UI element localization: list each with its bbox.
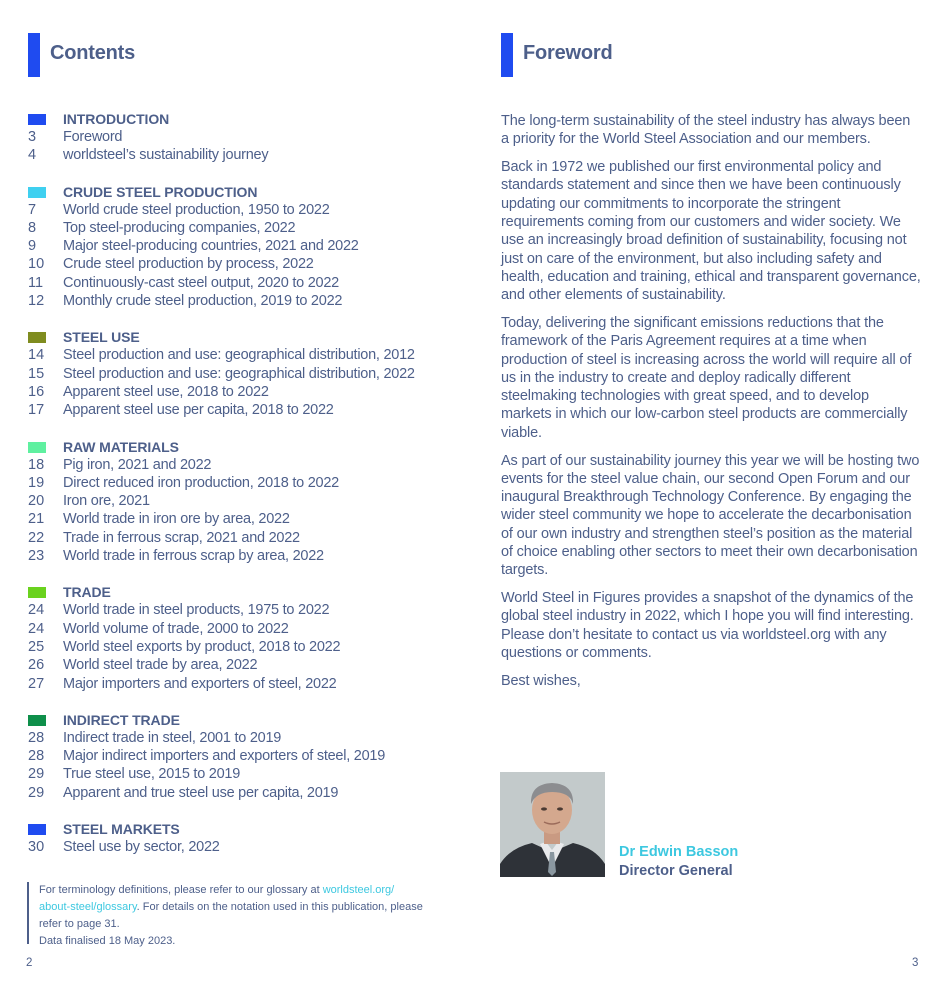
- page-number-left: 2: [26, 957, 33, 969]
- toc-entry-title: Major importers and exporters of steel, 2022: [63, 675, 337, 692]
- toc-entry[interactable]: [28, 147, 458, 165]
- toc-section-title: INTRODUCTION: [63, 111, 170, 127]
- toc-page-number: 4: [28, 147, 37, 164]
- toc-page-number: 17: [28, 402, 45, 419]
- toc-section-header: [28, 711, 458, 730]
- toc-page-number: 30: [28, 839, 45, 856]
- toc-entry-title: worldsteel’s sustainability journey: [63, 147, 269, 164]
- toc-section-title: CRUDE STEEL PRODUCTION: [63, 183, 258, 200]
- foreword-body: [501, 112, 921, 700]
- toc-entry-title: World trade in steel products, 1975 to 2022: [63, 602, 330, 619]
- toc-page-number: 3: [28, 129, 37, 145]
- table-of-contents: [28, 110, 458, 874]
- data-finalised-note: Data finalised 18 May 2023.: [39, 935, 176, 947]
- toc-page-number: 15: [28, 365, 45, 382]
- toc-entry-title: Iron ore, 2021: [63, 493, 150, 510]
- toc-entry-title: Apparent and true steel use per capita, 2019: [63, 784, 339, 801]
- toc-entry-title: World trade in ferrous scrap by area, 2022: [63, 548, 324, 565]
- foreword-paragraph: Today, delivering the significant emissions reductions that the framework of the Paris Agreement requires at a time when production of steel is increasing across the world will require all of us in the industry to create and deploy radically different steelmaking technologies with great speed, and to develop markets in which our low-carbon steel products are commercially viable.: [501, 314, 912, 441]
- section-color-swatch: [28, 332, 46, 343]
- toc-section: [28, 183, 458, 312]
- toc-entry-title: Pig iron, 2021 and 2022: [63, 456, 212, 473]
- toc-section-title: STEEL USE: [63, 329, 140, 346]
- toc-entry[interactable]: [28, 457, 458, 475]
- toc-page-number: 22: [28, 529, 45, 546]
- toc-section: [28, 820, 458, 857]
- toc-entry[interactable]: [28, 839, 458, 857]
- toc-entry-title: World trade in iron ore by area, 2022: [63, 511, 290, 528]
- heading-accent-bar: [501, 33, 513, 77]
- toc-section: [28, 110, 458, 166]
- toc-entry[interactable]: [28, 366, 458, 384]
- heading-accent-bar: [28, 33, 40, 77]
- toc-page-number: 21: [28, 511, 45, 528]
- glossary-link[interactable]: worldsteel.org/ about-steel/glossary: [39, 884, 395, 913]
- toc-entry-title: Foreword: [63, 129, 123, 145]
- foreword-paragraph: Back in 1972 we published our first environmental policy and standards statement and since then we have been continuously updating our commitments to incorporate the stringent requirements coming from our customers and wider society. We use an increasingly broad definition of sustainability, focusing not just on care of the environment, but also including safety and health, education and training, ethical and transparent governance, and other elements of sustainability.: [501, 159, 921, 304]
- toc-entry[interactable]: [28, 530, 458, 548]
- note-text: For terminology definitions, please refer to our glossary at: [39, 884, 323, 896]
- toc-entry[interactable]: [28, 748, 458, 766]
- section-color-swatch: [28, 824, 46, 835]
- toc-entry-title: World crude steel production, 1950 to 2022: [63, 201, 330, 218]
- toc-entry[interactable]: [28, 785, 458, 803]
- toc-page-number: 9: [28, 238, 37, 255]
- toc-entry-title: Major indirect importers and exporters of steel, 2019: [63, 748, 386, 765]
- toc-entry[interactable]: [28, 621, 458, 639]
- toc-entry[interactable]: [28, 275, 458, 293]
- toc-page-number: 16: [28, 383, 45, 400]
- toc-entry-title: Top steel-producing companies, 2022: [63, 219, 296, 236]
- toc-page-number: 27: [28, 675, 45, 692]
- toc-section-title: RAW MATERIALS: [63, 438, 179, 455]
- toc-page-number: 24: [28, 620, 45, 637]
- toc-entry-title: Apparent steel use, 2018 to 2022: [63, 383, 269, 400]
- toc-entry[interactable]: [28, 475, 458, 493]
- toc-page-number: 29: [28, 766, 45, 783]
- toc-entry[interactable]: [28, 384, 458, 402]
- toc-entry-title: World volume of trade, 2000 to 2022: [63, 620, 289, 637]
- toc-entry-title: Trade in ferrous scrap, 2021 and 2022: [63, 529, 300, 546]
- toc-entry-title: Indirect trade in steel, 2001 to 2019: [63, 729, 282, 746]
- toc-entry-title: Steel production and use: geographical distribution, 2022: [63, 365, 415, 382]
- toc-entry[interactable]: [28, 256, 458, 274]
- foreword-paragraph: As part of our sustainability journey this year we will be hosting two events for the steel value chain, our second Open Forum and our inaugural Breakthrough Technology Conference. By engaging the wider steel community we hope to accelerate the decarbonisation of our own industry and strengthen steel’s position as the material of choice enabling other sectors to meet their own decarbonisation targets.: [501, 452, 920, 579]
- toc-page-number: 18: [28, 456, 45, 473]
- toc-page-number: 12: [28, 293, 45, 310]
- section-color-swatch: [28, 114, 46, 125]
- toc-entry[interactable]: [28, 238, 458, 256]
- toc-entry-title: World steel trade by area, 2022: [63, 657, 258, 674]
- toc-page-number: 28: [28, 748, 45, 765]
- glossary-note: [27, 882, 447, 947]
- toc-section: [28, 583, 458, 693]
- toc-section-header: [28, 328, 458, 347]
- toc-entry[interactable]: [28, 347, 458, 365]
- toc-entry-title: Steel production and use: geographical distribution, 2012: [63, 347, 415, 364]
- signer-role: Director General: [619, 863, 733, 879]
- toc-entry-title: World steel exports by product, 2018 to 2022: [63, 638, 341, 655]
- portrait-photo-icon: [500, 772, 605, 877]
- toc-entry-title: Continuously-cast steel output, 2020 to 2022: [63, 274, 339, 291]
- contents-title: Contents: [50, 42, 136, 64]
- toc-section: [28, 711, 458, 803]
- toc-entry[interactable]: [28, 293, 458, 311]
- toc-entry[interactable]: [28, 766, 458, 784]
- toc-entry[interactable]: [28, 220, 458, 238]
- toc-entry[interactable]: [28, 493, 458, 511]
- toc-page-number: 8: [28, 219, 37, 236]
- toc-entry-title: Steel use by sector, 2022: [63, 839, 220, 856]
- section-color-swatch: [28, 587, 46, 598]
- toc-page-number: 24: [28, 602, 45, 619]
- toc-entry-title: Monthly crude steel production, 2019 to 2022: [63, 293, 343, 310]
- toc-entry[interactable]: [28, 548, 458, 566]
- toc-section-title: TRADE: [63, 584, 111, 601]
- toc-section-header: [28, 110, 458, 129]
- toc-page-number: 11: [28, 274, 44, 291]
- toc-page-number: 7: [28, 201, 37, 218]
- toc-entry-title: Major steel-producing countries, 2021 and 2022: [63, 238, 359, 255]
- note-text-2: . For details on the notation used in this publication, please refer to page 31.: [39, 901, 423, 930]
- toc-section-header: [28, 183, 458, 202]
- toc-page-number: 29: [28, 784, 45, 801]
- toc-page-number: 28: [28, 729, 45, 746]
- toc-section: [28, 328, 458, 420]
- toc-entry[interactable]: [28, 402, 458, 420]
- signer-name: Dr Edwin Basson: [619, 844, 739, 860]
- toc-section-header: [28, 820, 458, 839]
- toc-page-number: 20: [28, 493, 45, 510]
- toc-entry[interactable]: [28, 730, 458, 748]
- toc-section: [28, 438, 458, 567]
- portrait-photo: [500, 772, 605, 877]
- toc-entry[interactable]: [28, 511, 458, 529]
- toc-page-number: 19: [28, 474, 45, 491]
- toc-section-title: INDIRECT TRADE: [63, 711, 180, 728]
- toc-entry[interactable]: [28, 676, 458, 694]
- toc-page-number: 10: [28, 256, 45, 273]
- toc-entry-title: Crude steel production by process, 2022: [63, 256, 314, 273]
- toc-entry[interactable]: [28, 639, 458, 657]
- foreword-title: Foreword: [523, 42, 613, 64]
- section-color-swatch: [28, 715, 46, 726]
- toc-page-number: 26: [28, 657, 45, 674]
- toc-page-number: 23: [28, 548, 45, 565]
- toc-section-title: STEEL MARKETS: [63, 821, 180, 838]
- toc-entry[interactable]: [28, 602, 458, 620]
- toc-section-header: [28, 583, 458, 602]
- toc-entry-title: Apparent steel use per capita, 2018 to 2022: [63, 402, 334, 419]
- page-number-right: 3: [912, 957, 919, 969]
- toc-entry-title: True steel use, 2015 to 2019: [63, 766, 241, 783]
- toc-page-number: 14: [28, 347, 45, 364]
- toc-page-number: 25: [28, 638, 45, 655]
- foreword-paragraph: World Steel in Figures provides a snapshot of the dynamics of the global steel industry in 2022, which I hope you will find interesting. Please don’t hesitate to contact us via worldsteel.org with any questions or comments.: [501, 590, 914, 662]
- toc-entry[interactable]: [28, 657, 458, 675]
- toc-entry[interactable]: [28, 202, 458, 220]
- toc-entry-title: Direct reduced iron production, 2018 to 2022: [63, 474, 339, 491]
- toc-section-header: [28, 438, 458, 457]
- section-color-swatch: [28, 442, 46, 453]
- foreword-paragraph: Best wishes,: [501, 672, 581, 689]
- toc-entry[interactable]: [28, 129, 458, 147]
- foreword-paragraph: The long-term sustainability of the steel industry has always been a priority for the World Steel Association and our members.: [501, 113, 911, 148]
- section-color-swatch: [28, 187, 46, 198]
